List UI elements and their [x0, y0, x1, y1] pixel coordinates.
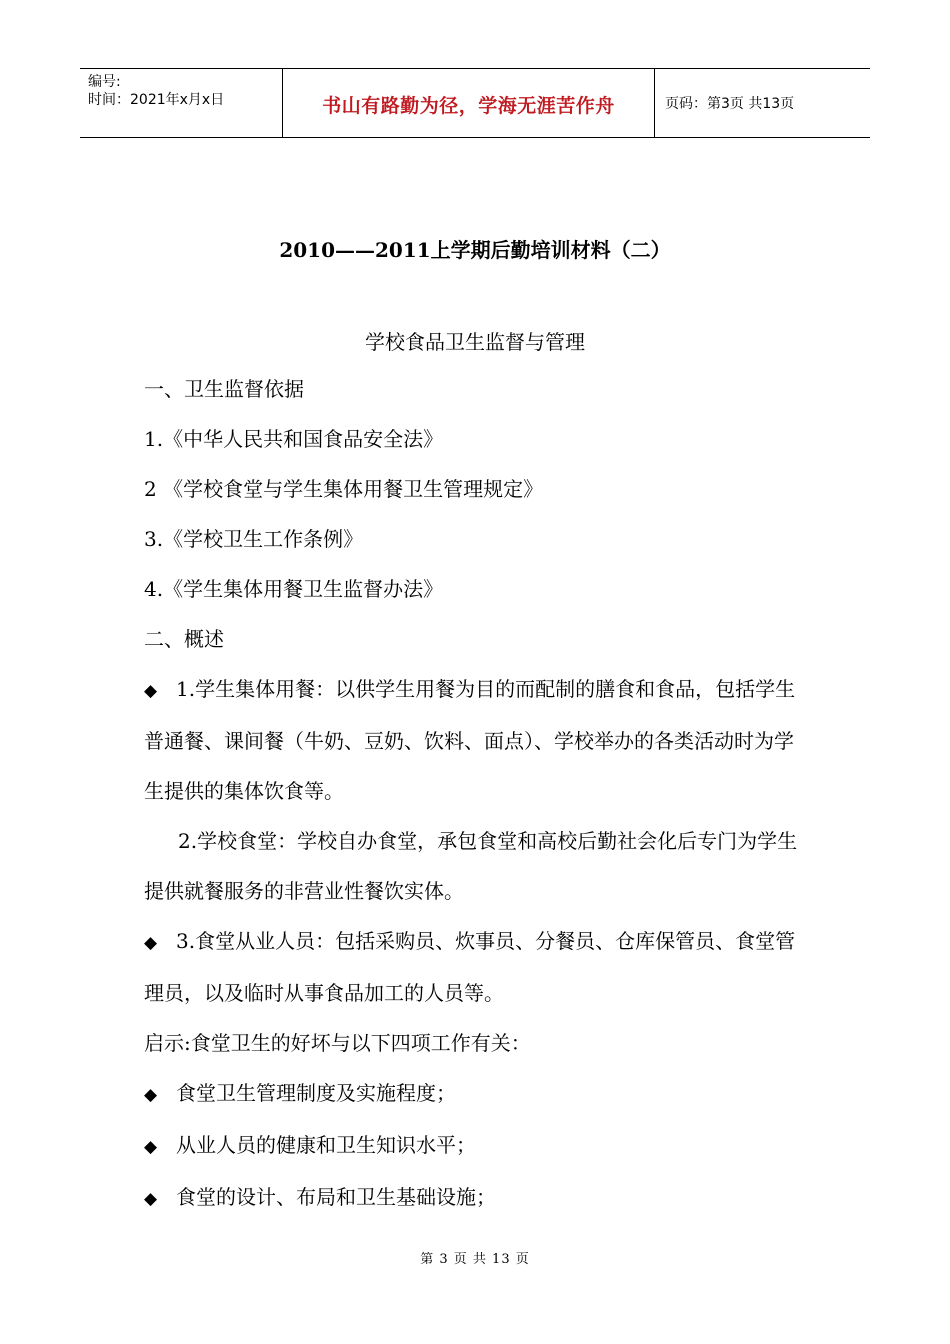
definition-3-text: 3.食堂从业人员：包括采购员、炊事员、分餐员、仓库保管员、食堂管理员，以及临时从事食品加工的人员等。: [144, 929, 796, 1005]
section-heading-overview: 二、概述: [144, 627, 224, 651]
header-table: [80, 68, 870, 138]
document-body: [144, 364, 808, 1224]
factor-item-3-text: 食堂的设计、布局和卫生基础设施；: [176, 1185, 496, 1209]
document-number-label: 编号:: [88, 74, 121, 90]
insight-line: 启示:食堂卫生的好坏与以下四项工作有关：: [144, 1031, 531, 1055]
factor-item-1: [144, 1068, 808, 1120]
law-item-4: 4.《学生集体用餐卫生监督办法》: [144, 577, 444, 601]
document-title: 2010——2011上学期后勤培训材料（二）: [279, 238, 671, 262]
definition-2: 2.学校食堂：学校自办食堂，承包食堂和高校后勤社会化后专门为学生提供就餐服务的非营业性餐饮实体。: [144, 829, 798, 903]
header-page-cell: [655, 69, 870, 137]
diamond-bullet-icon: ◆: [144, 1137, 158, 1157]
document-time: 时间：2021年x月x日: [88, 92, 225, 108]
factor-item-2: [144, 1120, 808, 1172]
header-meta-cell: [80, 69, 282, 137]
factor-item-2-text: 从业人员的健康和卫生知识水平；: [176, 1133, 476, 1157]
diamond-bullet-icon: ◆: [144, 933, 158, 953]
page-footer: 第 3 页 共 13 页: [420, 1252, 530, 1267]
definition-1-text: 1.学生集体用餐：以供学生用餐为目的而配制的膳食和食品，包括学生普通餐、课间餐（牛奶、豆奶、饮料、面点）、学校举办的各类活动时为学生提供的集体饮食等。: [144, 677, 796, 803]
law-item-1: 1.《中华人民共和国食品安全法》: [144, 427, 444, 451]
section-heading-basis: 一、卫生监督依据: [144, 377, 304, 401]
document-subtitle: 学校食品卫生监督与管理: [365, 330, 585, 354]
factor-item-3: [144, 1172, 808, 1224]
header-motto: 书山有路勤为径，学海无涯苦作舟: [322, 95, 615, 117]
factor-item-1-text: 食堂卫生管理制度及实施程度；: [176, 1081, 456, 1105]
law-item-2: 2 《学校食堂与学生集体用餐卫生管理规定》: [144, 477, 544, 501]
diamond-bullet-icon: ◆: [144, 1189, 158, 1209]
header-motto-cell: [282, 69, 655, 137]
definition-1: [144, 664, 808, 816]
law-item-3: 3.《学校卫生工作条例》: [144, 527, 364, 551]
diamond-bullet-icon: ◆: [144, 1085, 158, 1105]
definition-3: [144, 916, 808, 1018]
diamond-bullet-icon: ◆: [144, 681, 158, 701]
header-page-info: 页码：第3页 共13页: [665, 96, 795, 112]
